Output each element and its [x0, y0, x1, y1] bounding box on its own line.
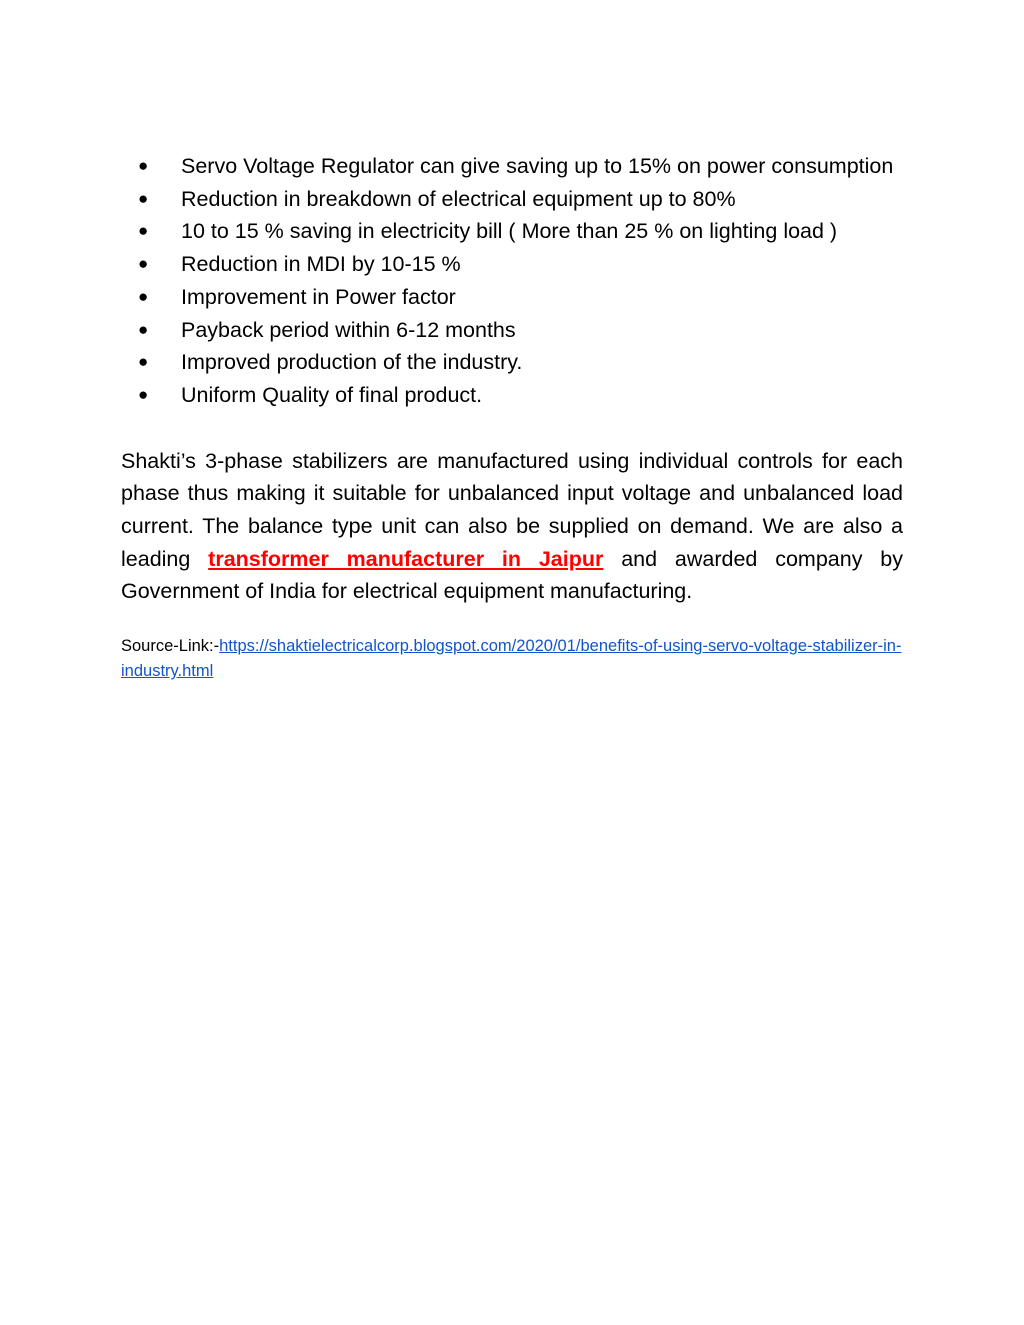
- list-item: [121, 248, 903, 281]
- list-item-text: 10 to 15 % saving in electricity bill ( More than 25 % on lighting load ): [181, 219, 838, 244]
- paragraph-text-before-link: Shakti’s 3-phase stabilizers are manufactured using individual controls for each phase thus making it suitable for unbalanced input voltage and unbalanced load current. The balance type unit can also be supplied on demand. We are also a leading: [121, 448, 903, 571]
- list-item: [121, 314, 903, 347]
- source-link[interactable]: https://shaktielectricalcorp.blogspot.com/2020/01/benefits-of-using-servo-voltage-stabilizer-in-industry.html: [121, 637, 902, 681]
- body-paragraph: [121, 445, 903, 609]
- list-item-text: Improved production of the industry.: [181, 350, 523, 375]
- bullet-icon: ●: [138, 221, 149, 241]
- list-item: [121, 150, 903, 183]
- transformer-manufacturer-link[interactable]: transformer manufacturer in Jaipur: [208, 546, 604, 571]
- bullet-icon: ●: [138, 188, 149, 208]
- list-item-text: Reduction in breakdown of electrical equipment up to 80%: [181, 186, 736, 211]
- bullet-icon: ●: [138, 254, 149, 274]
- list-item: [121, 215, 903, 248]
- list-item: [121, 281, 903, 314]
- list-item: [121, 346, 903, 379]
- list-item: [121, 183, 903, 216]
- bullet-icon: ●: [138, 352, 149, 372]
- bullet-icon: ●: [138, 156, 149, 175]
- benefits-list: [121, 150, 903, 412]
- source-label: Source-Link:-: [121, 637, 220, 656]
- list-item: [121, 379, 903, 412]
- list-item-text: Servo Voltage Regulator can give saving up to 15% on power consumption: [181, 154, 894, 178]
- bullet-icon: ●: [138, 286, 149, 306]
- list-item-text: Payback period within 6-12 months: [181, 317, 516, 342]
- source-line: [121, 634, 903, 684]
- bullet-icon: ●: [138, 384, 149, 404]
- list-item-text: Improvement in Power factor: [181, 284, 456, 309]
- list-item-text: Reduction in MDI by 10-15 %: [181, 252, 461, 277]
- list-item-text: Uniform Quality of final product.: [181, 382, 483, 407]
- bullet-icon: ●: [138, 319, 149, 339]
- document-page: [121, 150, 903, 684]
- paragraph-text-after-link: and awarded company by Government of India for electrical equipment manufacturing.: [121, 546, 903, 604]
